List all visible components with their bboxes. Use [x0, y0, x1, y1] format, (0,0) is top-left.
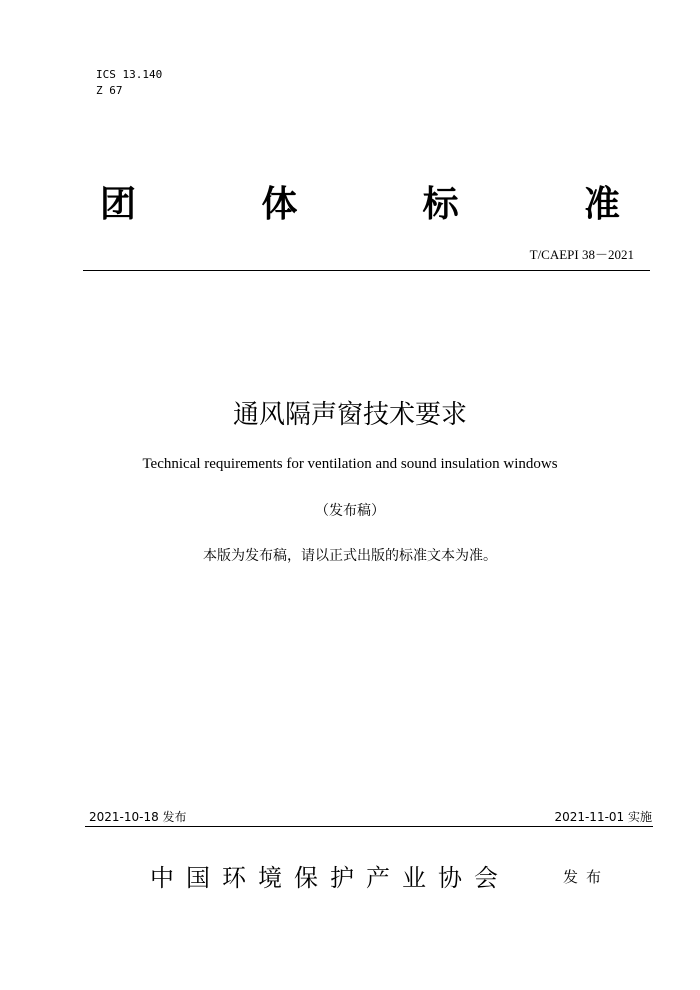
- standard-type-heading: [100, 176, 620, 226]
- ics-code: ICS 13.140: [96, 68, 163, 81]
- standard-type-char: 准: [583, 183, 620, 225]
- title-chinese: 通风隔声窗技术要求: [232, 400, 467, 430]
- ccs-code: Z 67: [96, 84, 123, 97]
- classification-codes: [96, 67, 162, 99]
- draft-label: （发布稿）: [315, 503, 385, 519]
- standard-type-char: 标: [422, 183, 459, 225]
- publisher-name: 中国环境保护产业协会: [150, 864, 510, 892]
- top-divider: [83, 270, 650, 271]
- bottom-divider: [85, 826, 653, 827]
- title-english: Technical requirements for ventilation and sound insulation windows: [142, 456, 558, 472]
- publish-date: 2021-10-18 发布: [89, 810, 187, 824]
- standard-type-char: 体: [261, 183, 298, 225]
- publisher-action: 发布: [563, 868, 610, 886]
- version-notice: 本版为发布稿，请以正式出版的标准文本为准。: [203, 548, 497, 564]
- standard-number: T/CAEPI 38－2021: [529, 247, 634, 262]
- standard-type-char: 团: [100, 183, 137, 225]
- implement-date: 2021-11-01 实施: [554, 810, 652, 824]
